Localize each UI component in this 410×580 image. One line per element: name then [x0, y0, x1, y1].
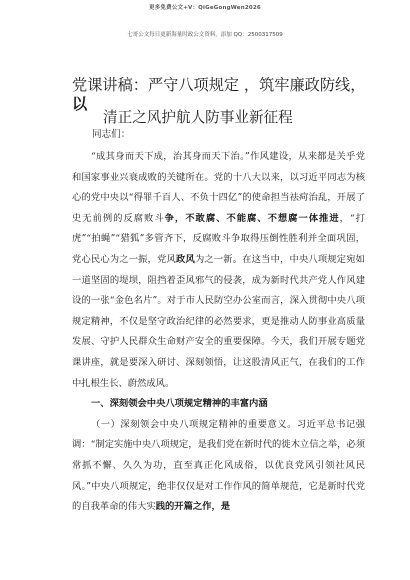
- text-run: （一）深刻领会中央八项规定精神的重要意义。习近平总书记强调：“制定实施中央八项规定，是我们党在新时代的徙木立信之举，必须常抓不懈、久久为功，直至真正化风成俗，以优良党风引领社风民风。”中央八项规定，绝非仅仅是对工作作风的简单规范，它是新时代党的自我革命的伟大实: [72, 418, 365, 513]
- emphasis-run: 争，不敢腐、不能腐、不想腐一体推进: [164, 212, 340, 224]
- paragraph-significance: [72, 415, 365, 518]
- paragraph-intro: [72, 147, 365, 394]
- text-run: “成其身而天下成，治其身而天下治。”作风建设，从来都是关乎党和国家事业兴衰成败的关键所在。党的十八大以来，以习近平同志为核心的党中央以“得罪千百人、不负十四亿”的使命担当祛疴治乱，开展了史无前例的反腐败斗: [72, 151, 365, 224]
- emphasis-run: 践的开篇之作，是: [155, 501, 231, 513]
- document-subtitle: 清正之风护航人防事业新征程: [103, 109, 293, 126]
- watermark-text: 更多免费公文+V：QiGeGongWen2026: [149, 5, 261, 11]
- text-run: 为之一新。在这当中，中央八项规定宛如一道坚固的堤坝，阻挡着歪风邪气的侵袭，成为新时代共产党人作风建设的一张“金色名片”。对于市人民防空办公室而言，深入贯彻中央八项规定精神，不仅是坚守政治纪律的必然要求，更是推动人防事业高质量发展、守护人民群众生命财产安全的重要保障。今天，我们开展专题党课讲座，就是要深入研讨、深刻领悟，让这股清风正气，在我们的工作中扎根生长、蔚然成风。: [72, 253, 365, 389]
- greeting: 同志们：: [92, 129, 131, 140]
- emphasis-run: 政风: [176, 253, 195, 265]
- title-line-1: 党课讲稿：严守八项规定 ，筑牢廉政防线，: [72, 76, 366, 94]
- header-note: 七哥公文每日更新海量时政公文资料，添加 QQ：2500317509: [127, 32, 283, 38]
- title-line-2: 以: [72, 95, 88, 113]
- text-run: ，“打虎”“拍蝇”“猎狐”多管齐下，反腐败斗争取得压倒性胜利并全面巩固，党心民心为之一振，党风: [72, 212, 365, 265]
- body-text: [72, 147, 365, 518]
- section-heading-1: 一、深刻领会中央八项规定精神的丰富内涵: [91, 398, 268, 410]
